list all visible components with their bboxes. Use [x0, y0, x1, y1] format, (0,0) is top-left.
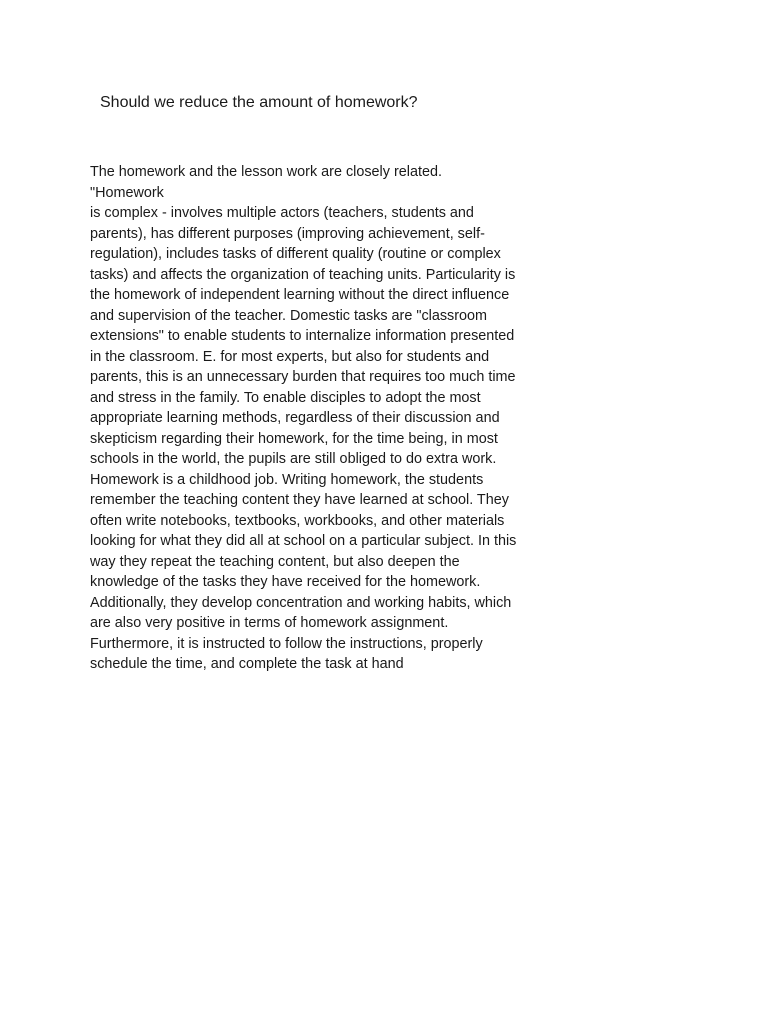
body-text-line: is complex - involves multiple actors (teachers, students and — [90, 205, 474, 221]
body-text-line: parents, this is an unnecessary burden that requires too much time — [90, 369, 516, 385]
body-text-line: are also very positive in terms of homework assignment. — [90, 615, 449, 631]
body-text-line: knowledge of the tasks they have received for the homework. — [90, 574, 481, 590]
body-text-line: Homework is a childhood job. Writing homework, the students — [90, 471, 484, 488]
body-text-line: schools in the world, the pupils are still obliged to do extra work. — [90, 451, 497, 467]
body-text-line: way they repeat the teaching content, but also deepen the — [90, 553, 460, 570]
body-text-line: and supervision of the teacher. Domestic tasks are "classroom — [90, 307, 488, 324]
body-text-line: Furthermore, it is instructed to follow the instructions, properly — [90, 635, 483, 652]
body-text-line: "Homework — [90, 184, 164, 201]
body-text-line: The homework and the lesson work are closely related. — [90, 164, 442, 180]
body-text-line: looking for what they did all at school on a particular subject. In this — [90, 533, 517, 549]
document-body — [90, 162, 550, 675]
body-text-line: Additionally, they develop concentration and working habits, which — [90, 594, 512, 611]
body-text-line: in the classroom. E. for most experts, but also for students and — [90, 348, 490, 365]
body-text-line: schedule the time, and complete the task at hand — [90, 656, 404, 672]
body-text-line: tasks) and affects the organization of teaching units. Particularity is — [90, 266, 516, 283]
document-title: Should we reduce the amount of homework? — [100, 94, 418, 111]
body-text-line: extensions" to enable students to internalize information presented — [90, 328, 515, 344]
body-text-line: the homework of independent learning without the direct influence — [90, 287, 510, 303]
body-text-line: remember the teaching content they have learned at school. They — [90, 492, 509, 508]
body-text-line: often write notebooks, textbooks, workbooks, and other materials — [90, 512, 505, 529]
body-text-line: regulation), includes tasks of different quality (routine or complex — [90, 246, 501, 262]
body-text-line: appropriate learning methods, regardless of their discussion and — [90, 410, 500, 426]
body-text-line: and stress in the family. To enable disciples to adopt the most — [90, 389, 481, 406]
body-text-line: parents), has different purposes (improving achievement, self- — [90, 225, 485, 242]
body-text-line: skepticism regarding their homework, for the time being, in most — [90, 430, 498, 447]
